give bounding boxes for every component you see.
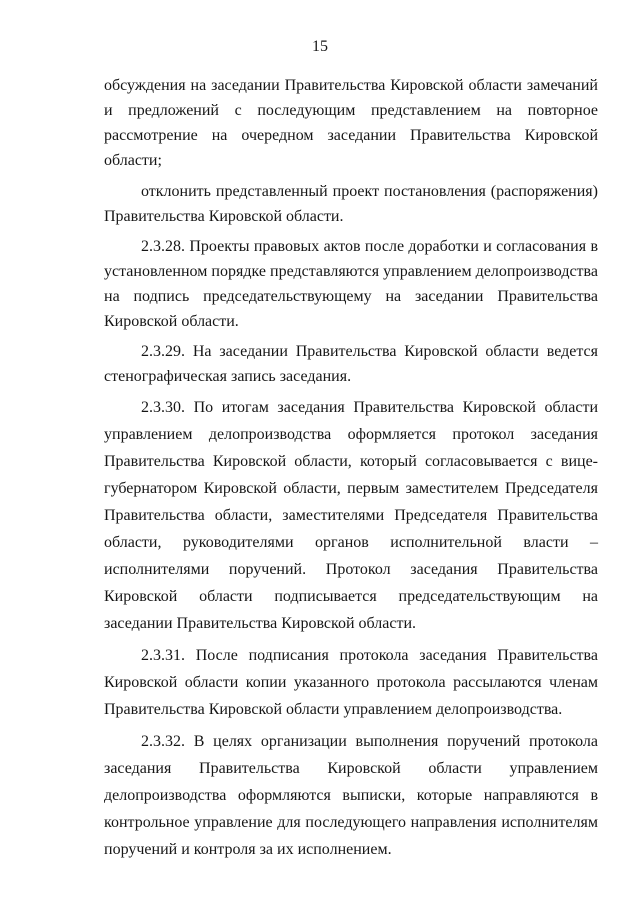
document-body	[104, 73, 598, 868]
paragraph-reject-draft: отклонить представленный проект постановления (распоряжения) Правительства Кировской области.	[104, 183, 598, 225]
paragraph-2-3-30: 2.3.30. По итогам заседания Правительства Кировской области управлением делопроизводства оформляется протокол заседания Правительства Кировской области, который согласовывается с вице-губернатором Кировской области, первым заместителем Председателя Правительства области, заместителями Председателя Правительства области, руководителями органов исполнительной власти – исполнителями поручений. Протокол заседания Правительства Кировской области подписывается председательствующим на заседании Правительства Кировской области.	[104, 399, 598, 632]
paragraph-continuation: обсуждения на заседании Правительства Кировской области замечаний и предложений с последующим представлением на повторное рассмотрение на очередном заседании Правительства Кировской области;	[104, 77, 598, 169]
paragraph-2-3-31: 2.3.31. После подписания протокола заседания Правительства Кировской области копии указанного протокола рассылаются членам Правительства Кировской области управлением делопроизводства.	[104, 647, 598, 718]
paragraph-2-3-32: 2.3.32. В целях организации выполнения поручений протокола заседания Правительства Кировской области управлением делопроизводства оформляются выписки, которые направляются в контрольное управление для последующего направления исполнителям поручений и контроля за их исполнением.	[104, 733, 598, 858]
paragraph-2-3-28: 2.3.28. Проекты правовых актов после доработки и согласования в установленном порядке представляются управлением делопроизводства на подпись председательствующему на заседании Правительства Кировской области.	[104, 238, 598, 330]
paragraph-2-3-29: 2.3.29. На заседании Правительства Кировской области ведется стенографическая запись заседания.	[104, 343, 598, 385]
page-number: 15	[312, 38, 328, 55]
